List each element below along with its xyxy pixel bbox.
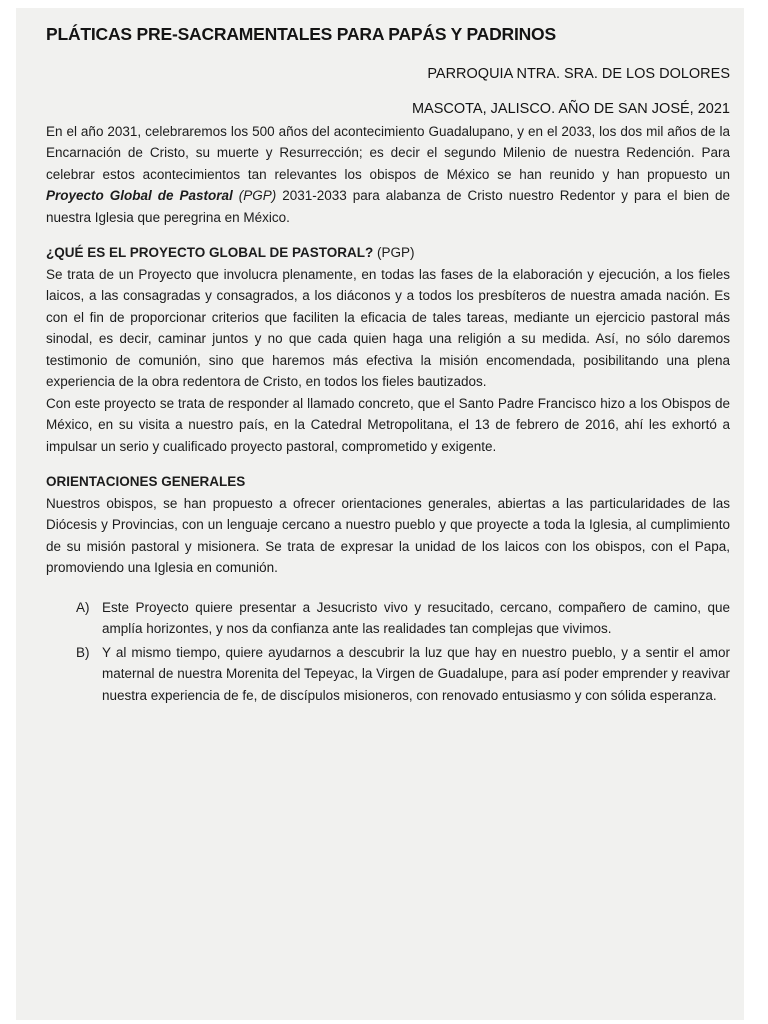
list-item-marker: A) <box>76 599 90 615</box>
project-abbr: (PGP) <box>232 188 277 203</box>
pgp-paragraph-1: Se trata de un Proyecto que involucra plenamente, en todas las fases de la elaboración y ejecución, a los fieles laicos, a las consagradas y consagrados, a los diáconos y a todos los presbíteros de nuestra amada nación. Es con el fin de proporcionar criterios que faciliten la eficacia de tales tareas, mediante un ejercicio pastoral más sinodal, es decir, caminar juntos y no que cada quien haga una religión a su medida. Así, no sólo daremos testimonio de comunión, sino que haremos más efectiva la misión encomendada, posibilitando una plena experiencia de la obra redentora de Cristo, en todos los fieles bautizados. <box>46 266 730 389</box>
list-item-text: Este Proyecto quiere presentar a Jesucristo vivo y resucitado, cercano, compañero de camino, que amplía horizontes, y nos da confianza ante las realidades tan complejas que vivimos. <box>102 599 730 636</box>
orientations-paragraph: Nuestros obispos, se han propuesto a ofrecer orientaciones generales, abiertas a las particularidades de las Diócesis y Provincias, con un lenguaje cercano a nuestro pueblo y que proyecte a toda la Iglesia, al cumplimiento de su misión pastoral y misionera. Se trata de expresar la unidad de los laicos con los obispos, con el Papa, promoviendo una Iglesia en comunión. <box>46 495 730 575</box>
intro-text-start: En el año 2031, celebraremos los 500 años del acontecimiento Guadalupano, y en el 2033, los dos mil años de la Encarnación de Cristo, su muerte y Resurrección; es decir el segundo Milenio de nuestra Redención. Para celebrar estos acontecimientos tan relevantes los obispos de México se han reunido y han propuesto un <box>46 123 730 182</box>
list-item-marker: B) <box>76 644 90 660</box>
intro-paragraph <box>46 121 730 229</box>
project-name: Proyecto Global de Pastoral <box>46 188 233 203</box>
document-page <box>16 8 744 1020</box>
parish-name: PARROQUIA NTRA. SRA. DE LOS DOLORES <box>427 65 730 82</box>
list-item <box>46 642 730 707</box>
pgp-paragraph-2: Con este proyecto se trata de responder al llamado concreto, que el Santo Padre Francisco hizo a los Obispos de México, en su visita a nuestro país, en la Catedral Metropolitana, el 13 de febrero de 2016, ahí les exhortó a impulsar un serio y cualificado proyecto pastoral, comprometido y exigente. <box>46 395 730 454</box>
section-heading-pgp-text: ¿QUÉ ES EL PROYECTO GLOBAL DE PASTORAL? <box>46 245 374 260</box>
section-heading-pgp <box>46 242 730 264</box>
orientations-list <box>46 597 730 707</box>
section-heading-orientations: ORIENTACIONES GENERALES <box>46 474 246 489</box>
intro-text-end: 2031-2033 para alabanza de Cristo nuestro Redentor y para el bien de nuestra Iglesia que peregrina en México. <box>46 188 730 225</box>
location-year: MASCOTA, JALISCO. AÑO DE SAN JOSÉ, 2021 <box>411 101 730 117</box>
document-title: PLÁTICAS PRE-SACRAMENTALES PARA PAPÁS Y PADRINOS <box>46 24 556 44</box>
section-heading-pgp-paren: (PGP) <box>373 245 415 260</box>
list-item <box>46 597 730 640</box>
list-item-text: Y al mismo tiempo, quiere ayudarnos a descubrir la luz que hay en nuestro pueblo, y a sentir el amor maternal de nuestra Morenita del Tepeyac, la Virgen de Guadalupe, para así poder emprender y reavivar nuestra experiencia de fe, de discípulos misioneros, con renovado entusiasmo y con sólida esperanza. <box>102 644 730 703</box>
